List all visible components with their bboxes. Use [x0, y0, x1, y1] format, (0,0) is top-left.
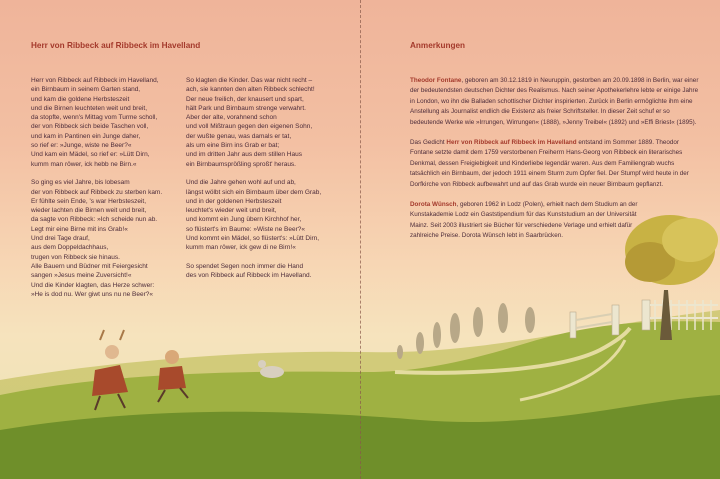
poem-line: Legt mir eine Birne mit ins Grab!« — [31, 225, 128, 233]
poem-line: ach, sie kannten den alten Ribbeck schlecht! — [186, 86, 315, 94]
name-fontane: Theodor Fontane — [410, 77, 462, 84]
poem-line: Und die Jahre gehen wohl auf und ab, — [186, 179, 296, 187]
poem-line: ein Birnbaumsprößling sproßt' heraus. — [186, 160, 296, 168]
notes-body — [410, 76, 700, 252]
poem-line: des von Ribbeck auf Ribbeck im Havelland. — [186, 272, 312, 280]
poem-line: trugen von Ribbeck sie hinaus. — [31, 253, 120, 261]
note-text: entstand im Sommer 1889. Theodor Fontane setzte damit dem 1759 verstorbenen Freiherrn Hans-Georg von Ribbeck ein literarisches Denkmal, dessen Freigiebigkeit und Kinderliebe legendär waren. Aus dem Familiengrab wuchs tatsächlich ein Birnbaum, der jedoch 1911 einem Sturm zum Opfer fiel. Der Stumpf wird heute in der Dorfkirche von Ribbeck aufbewahrt und auf das Grab wurde ein neuer Birnbaum gepflanzt. — [410, 139, 689, 188]
poem-line: Herr von Ribbeck auf Ribbeck im Havelland, — [31, 77, 159, 84]
poem-line: so rief er: »Junge, wiste ne Beer?« — [31, 142, 132, 150]
poem-line: Und die Kinder klagten, das Herze schwer: — [31, 281, 155, 289]
poem-line: der von Ribbeck sich beide Taschen voll, — [31, 123, 149, 131]
note-text: Das Gedicht — [410, 139, 447, 147]
poem-line: Der neue freilich, der knausert und spart, — [186, 95, 304, 103]
poem-line: hält Park und Birnbaum strenge verwahrt. — [186, 104, 306, 112]
poem-line: und voll Mißtraun gegen den eigenen Sohn, — [186, 123, 313, 131]
stanza — [186, 76, 321, 169]
stanza — [31, 76, 162, 169]
poem-line: längst wölbt sich ein Birnbaum über dem Grab, — [186, 188, 322, 196]
stanza — [186, 178, 321, 252]
poem-line: »He is dod nu. Wer giwt uns nu ne Beer?« — [31, 290, 154, 298]
poem-line: Er fühlte sein Ende, 's war Herbsteszeit, — [31, 197, 147, 205]
poem-line: Aber der alte, vorahnend schon — [186, 114, 277, 122]
name-wuensch: Dorota Wünsch — [410, 201, 457, 209]
poem-line: so flüstert's im Baume: »Wiste ne Beer?« — [186, 225, 306, 233]
poem-line: und kommt ein Jung übern Kirchhof her, — [186, 216, 302, 224]
poem-line: und die Birnen leuchteten weit und breit, — [31, 104, 147, 112]
note-text: , geboren am 30.12.1819 in Neuruppin, gestorben am 20.09.1898 in Berlin, war einer der bedeutendsten deutschen Dichter des Realismus. Nach seiner Apothekerlehre lebte er einige Jahre in London, wo ihn die Balladen schottischer Dichter inspirierten. Zurück in Berlin ermöglichte ihm eine Anstellung als Journalist endlich die Existenz als freier Schriftsteller. In dieser Zeit schuf er so bedeutende Werke wie »Irrungen, Wirrungen« (1888), »Jenny Treibel« (1892) und »Effi Briest« (1895). — [410, 77, 699, 126]
poem-line: da stopfte, wenn's Mittag vom Turme scholl, — [31, 114, 158, 122]
poem-line: Alle Bauern und Büdner mit Feiergesicht — [31, 262, 148, 270]
poem-line: So ging es viel Jahre, bis lobesam — [31, 179, 130, 187]
notes-title: Anmerkungen — [410, 41, 466, 50]
poem-line: leuchtet's wieder weit und breit, — [186, 207, 277, 215]
poem-line: der von Ribbeck auf Ribbeck zu sterben kam. — [31, 188, 163, 196]
poem-line: kumm man röwer, ick gew di ne Birn!« — [186, 244, 296, 252]
poem-line: wieder lachten die Birnen weit und breit, — [31, 207, 147, 215]
poem-line: kumm man röwer, ick hebb ne Birn.« — [31, 160, 137, 168]
poem-line: So spendet Segen noch immer die Hand — [186, 262, 304, 270]
poem-title: Herr von Ribbeck auf Ribbeck im Havelland — [31, 41, 201, 50]
stanza — [186, 262, 321, 281]
poem-line: Und kam ein Mädel, so rief er: »Lütt Dirn, — [31, 151, 150, 159]
poem-line: So klagten die Kinder. Das war nicht recht – — [186, 77, 313, 84]
poem-line: sangen »Jesus meine Zuversicht!« — [31, 272, 132, 280]
poem-line: Und drei Tage drauf, — [31, 235, 90, 243]
poem-line: der wußte genau, was damals er tat, — [186, 132, 292, 140]
poem-line: und kam die goldene Herbsteszeit — [31, 95, 130, 103]
poem-column-2 — [186, 76, 321, 290]
note-poem — [410, 138, 700, 190]
note-wuensch — [410, 200, 645, 242]
note-fontane — [410, 76, 700, 128]
poem-line: aus dem Doppeldachhaus, — [31, 244, 109, 252]
poem-column-1 — [31, 76, 162, 308]
stanza — [31, 178, 162, 299]
poem-line: und in der goldenen Herbsteszeit — [186, 197, 282, 205]
poem-line: ein Birnbaum in seinem Garten stand, — [31, 86, 141, 94]
poem-line: Und kommt ein Mädel, so flüstert's: »Lütt Dirn, — [186, 235, 320, 243]
poem-line: und im dritten Jahr aus dem stillen Haus — [186, 151, 302, 159]
poem-line: und kam in Pantinen ein Junge daher, — [31, 132, 141, 140]
poem-title-ref: Herr von Ribbeck auf Ribbeck im Havelland — [446, 139, 577, 147]
poem-line: da sagte von Ribbeck: »Ich scheide nun ab. — [31, 216, 158, 224]
note-text: , geboren 1962 in Lodz (Polen), erhielt nach dem Studium an der Kunstakademie Lodz ein Gaststipendium für das Kunststudium an der Universität Mainz. Seit 2003 illustriert sie Bücher für verschiedene Verlage und erhielt dafür zahlreiche Preise. Dorota Wünsch lebt in Saarbrücken. — [410, 201, 638, 240]
poem-line: als um eine Birn ins Grab er bat; — [186, 142, 280, 150]
